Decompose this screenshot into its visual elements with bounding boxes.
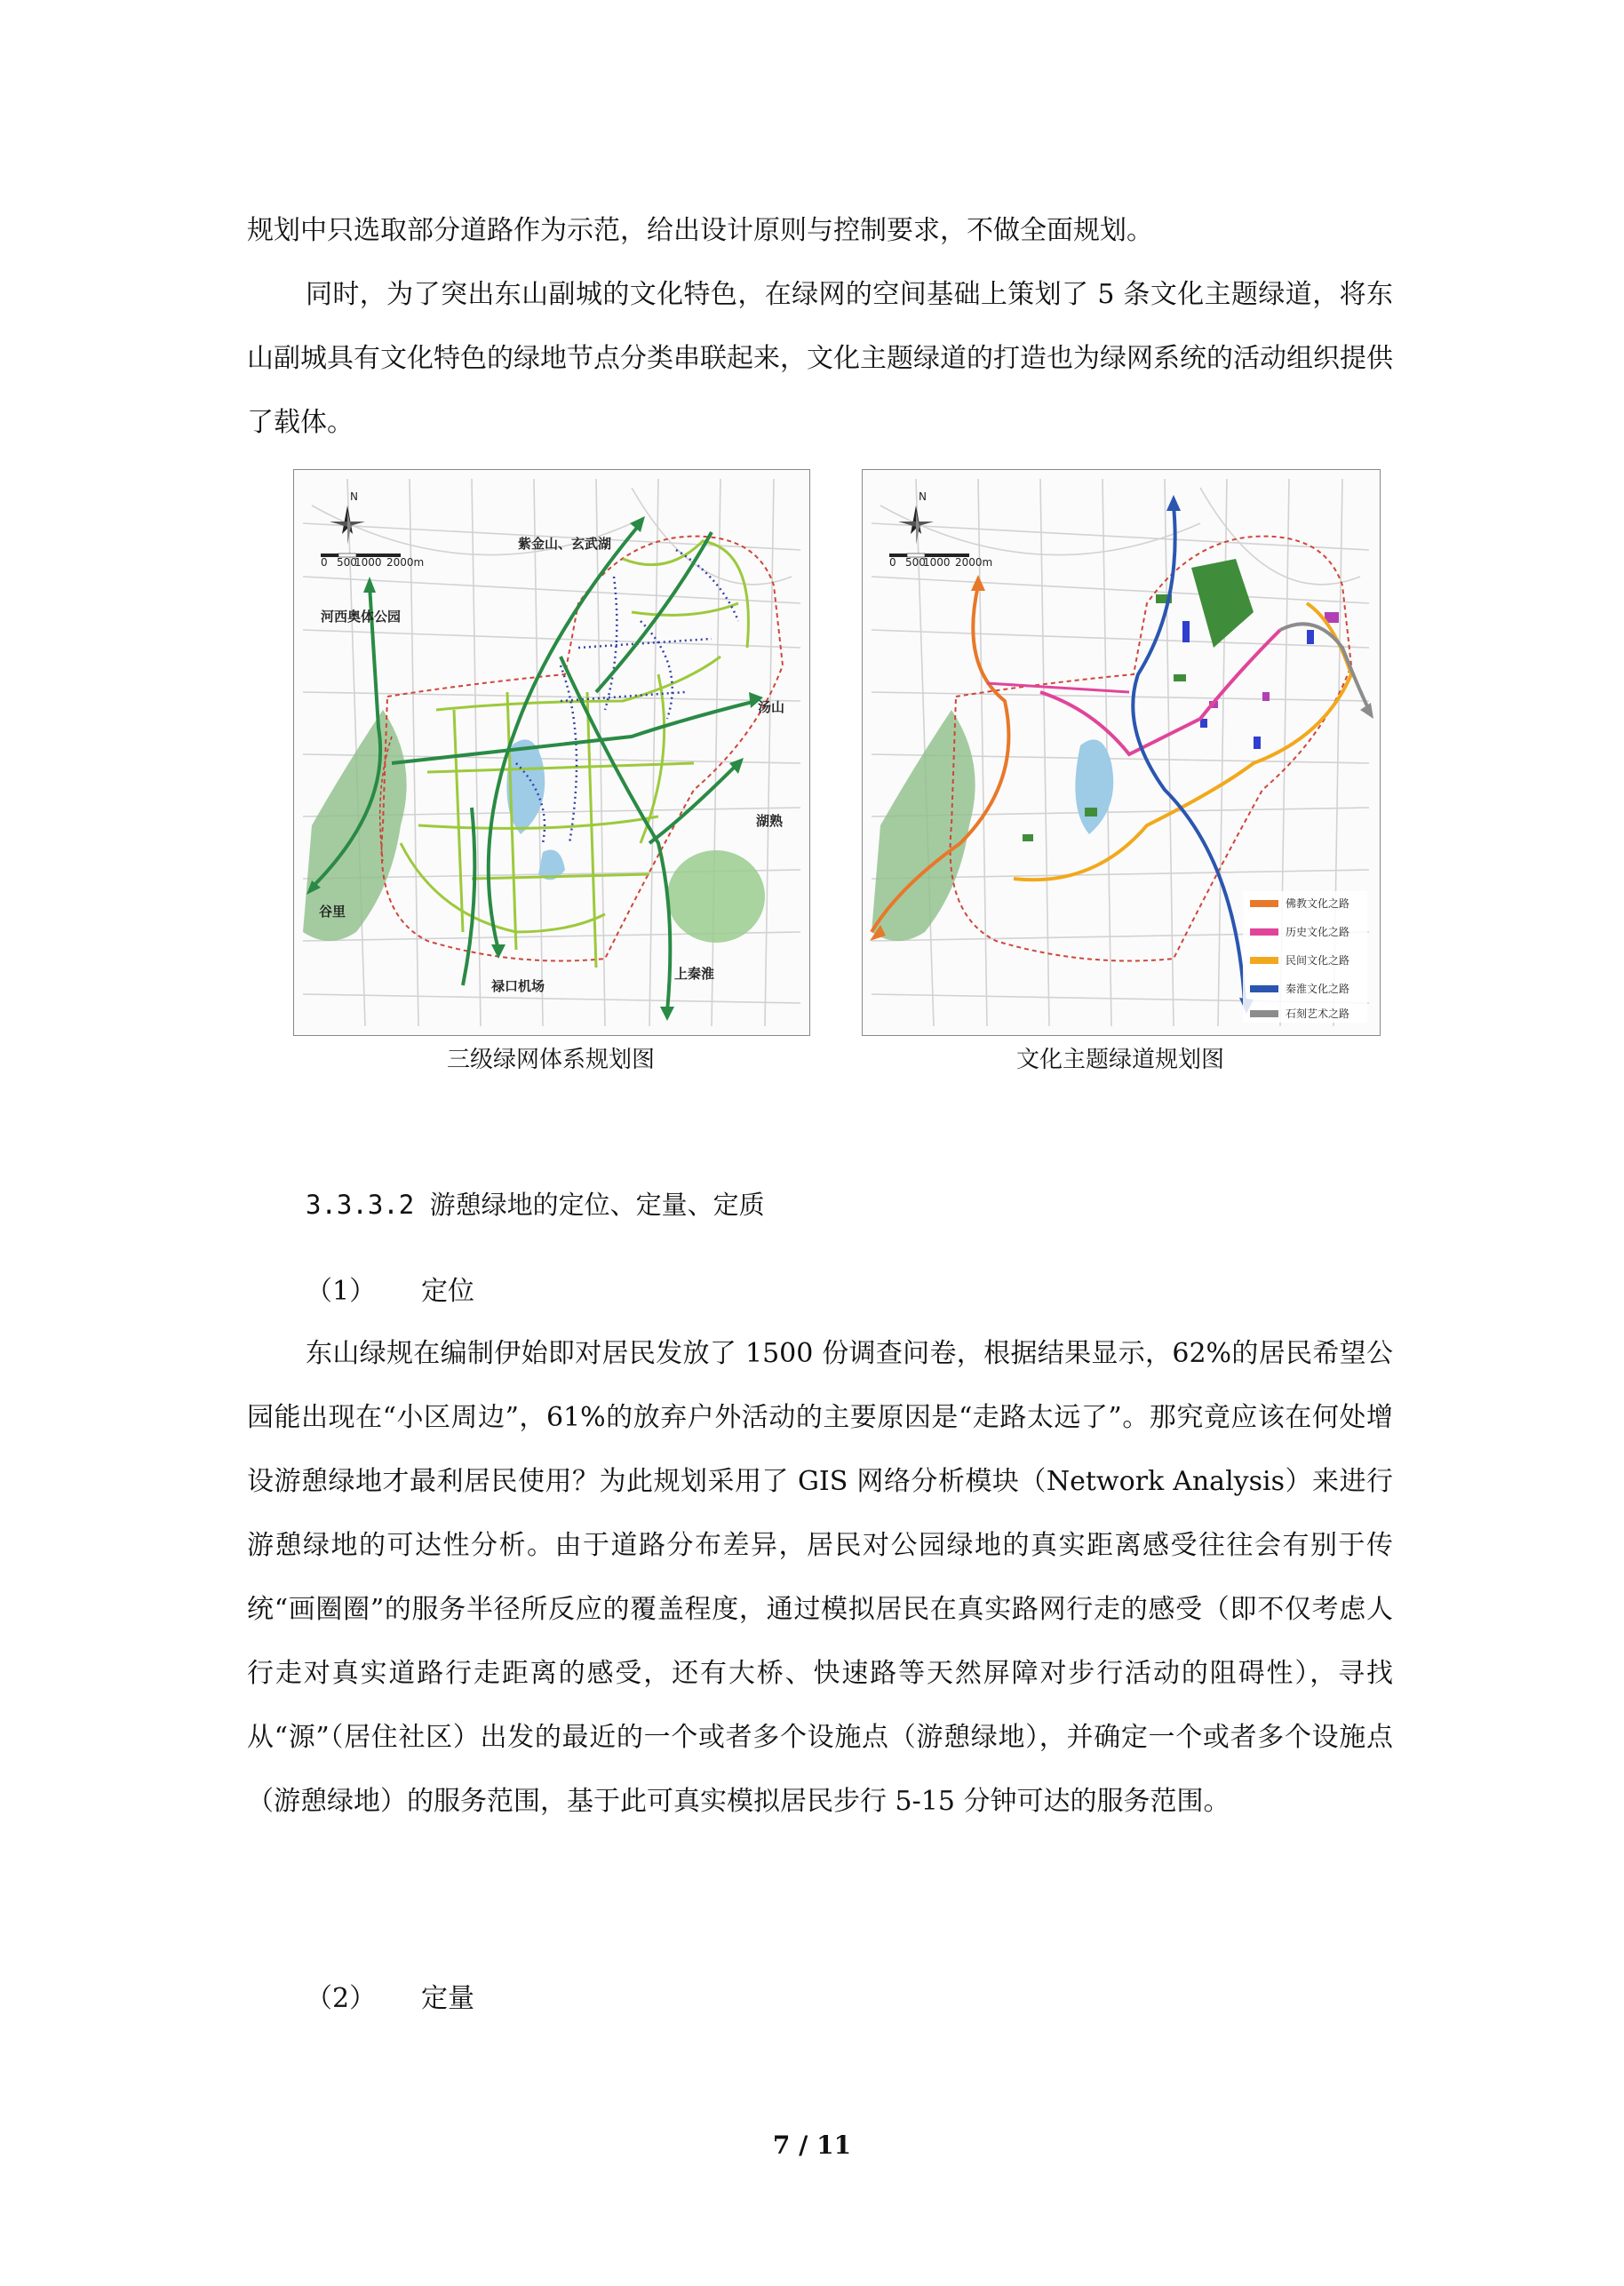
paragraph-2: 同时，为了突出东山副城的文化特色，在绿网的空间基础上策划了 5 条文化主题绿道，将东山副城具有文化特色的绿地节点分类串联起来，文化主题绿道的打造也为绿网系统的活动组织提供了载体。 xyxy=(247,279,1393,438)
svg-text:500: 500 xyxy=(337,556,357,569)
legend-swatch xyxy=(1250,1010,1278,1017)
svg-text:秦淮文化之路: 秦淮文化之路 xyxy=(1286,983,1350,995)
svg-text:N: N xyxy=(350,490,358,503)
label-hexi: 河西奥体公园 xyxy=(321,609,402,625)
item-1-title: 定位 xyxy=(421,1276,474,1307)
svg-text:1000: 1000 xyxy=(354,556,382,569)
label-zijinshan: 紫金山、玄武湖 xyxy=(518,536,612,552)
figure-left-caption: 三级绿网体系规划图 xyxy=(446,1047,655,1073)
legend-swatch xyxy=(1250,985,1278,992)
paragraph-3: 东山绿规在编制伊始即对居民发放了 1500 份调查问卷，根据结果显示，62%的居民希望公园能出现在“小区周边”，61%的放弃户外活动的主要原因是“走路太远了”。那究竟应该在何处增设游憩绿地才最利居民使用？为此规划采用了 GIS 网络分析模块（Network Analysis）来进行游憩绿地的可达性分析。由于道路分布差异，居民对公园绿地的真实距离感受往往会有别于传统“画圈圈”的服务半径所反应的覆盖程度，通过模拟居民在真实路网行走的感受（即不仅考虑人行走对真实道路行走距离的感受，还有大桥、快速路等天然屏障对步行活动的阻碍性），寻找从“源”（居住社区）出发的最近的一个或者多个设施点（游憩绿地），并确定一个或者多个设施点（游憩绿地）的服务范围，基于此可真实模拟居民步行 5-15 分钟可达的服务范围。 xyxy=(247,1338,1393,1817)
svg-text:历史文化之路: 历史文化之路 xyxy=(1286,926,1350,938)
label-shangqinhuai: 上秦淮 xyxy=(674,966,715,982)
svg-text:0: 0 xyxy=(321,556,328,569)
svg-text:2000m: 2000m xyxy=(386,556,425,569)
svg-text:2000m: 2000m xyxy=(955,556,993,569)
paragraph-1: 规划中只选取部分道路作为示范，给出设计原则与控制要求，不做全面规划。 xyxy=(247,215,1153,246)
legend-swatch xyxy=(1250,900,1278,907)
legend-swatch xyxy=(1250,957,1278,964)
svg-text:民间文化之路: 民间文化之路 xyxy=(1286,954,1350,967)
figure-culture-greenway-map xyxy=(862,469,1381,1036)
label-lukou: 禄口机场 xyxy=(491,978,545,994)
section-heading: 3.3.3.2 游憩绿地的定位、定量、定质 xyxy=(306,1190,765,1220)
svg-text:石刻艺术之路: 石刻艺术之路 xyxy=(1286,1008,1350,1020)
svg-text:500: 500 xyxy=(905,556,926,569)
item-2-number: （2） xyxy=(306,1983,377,2014)
figure-green-network-map xyxy=(293,469,810,1036)
page-number: 7 / 11 xyxy=(772,2131,852,2160)
label-hushu: 湖熟 xyxy=(756,813,784,829)
svg-text:1000: 1000 xyxy=(923,556,951,569)
svg-text:0: 0 xyxy=(889,556,896,569)
label-tangshan: 汤山 xyxy=(758,699,785,715)
svg-text:N: N xyxy=(919,490,927,503)
item-2-title: 定量 xyxy=(421,1983,474,2014)
map-legend xyxy=(1243,891,1367,1023)
label-guli: 谷里 xyxy=(319,904,346,920)
item-1-number: （1） xyxy=(306,1276,377,1307)
legend-swatch xyxy=(1250,928,1278,936)
svg-text:佛教文化之路: 佛教文化之路 xyxy=(1286,897,1350,910)
figure-right-caption: 文化主题绿道规划图 xyxy=(1015,1047,1224,1073)
